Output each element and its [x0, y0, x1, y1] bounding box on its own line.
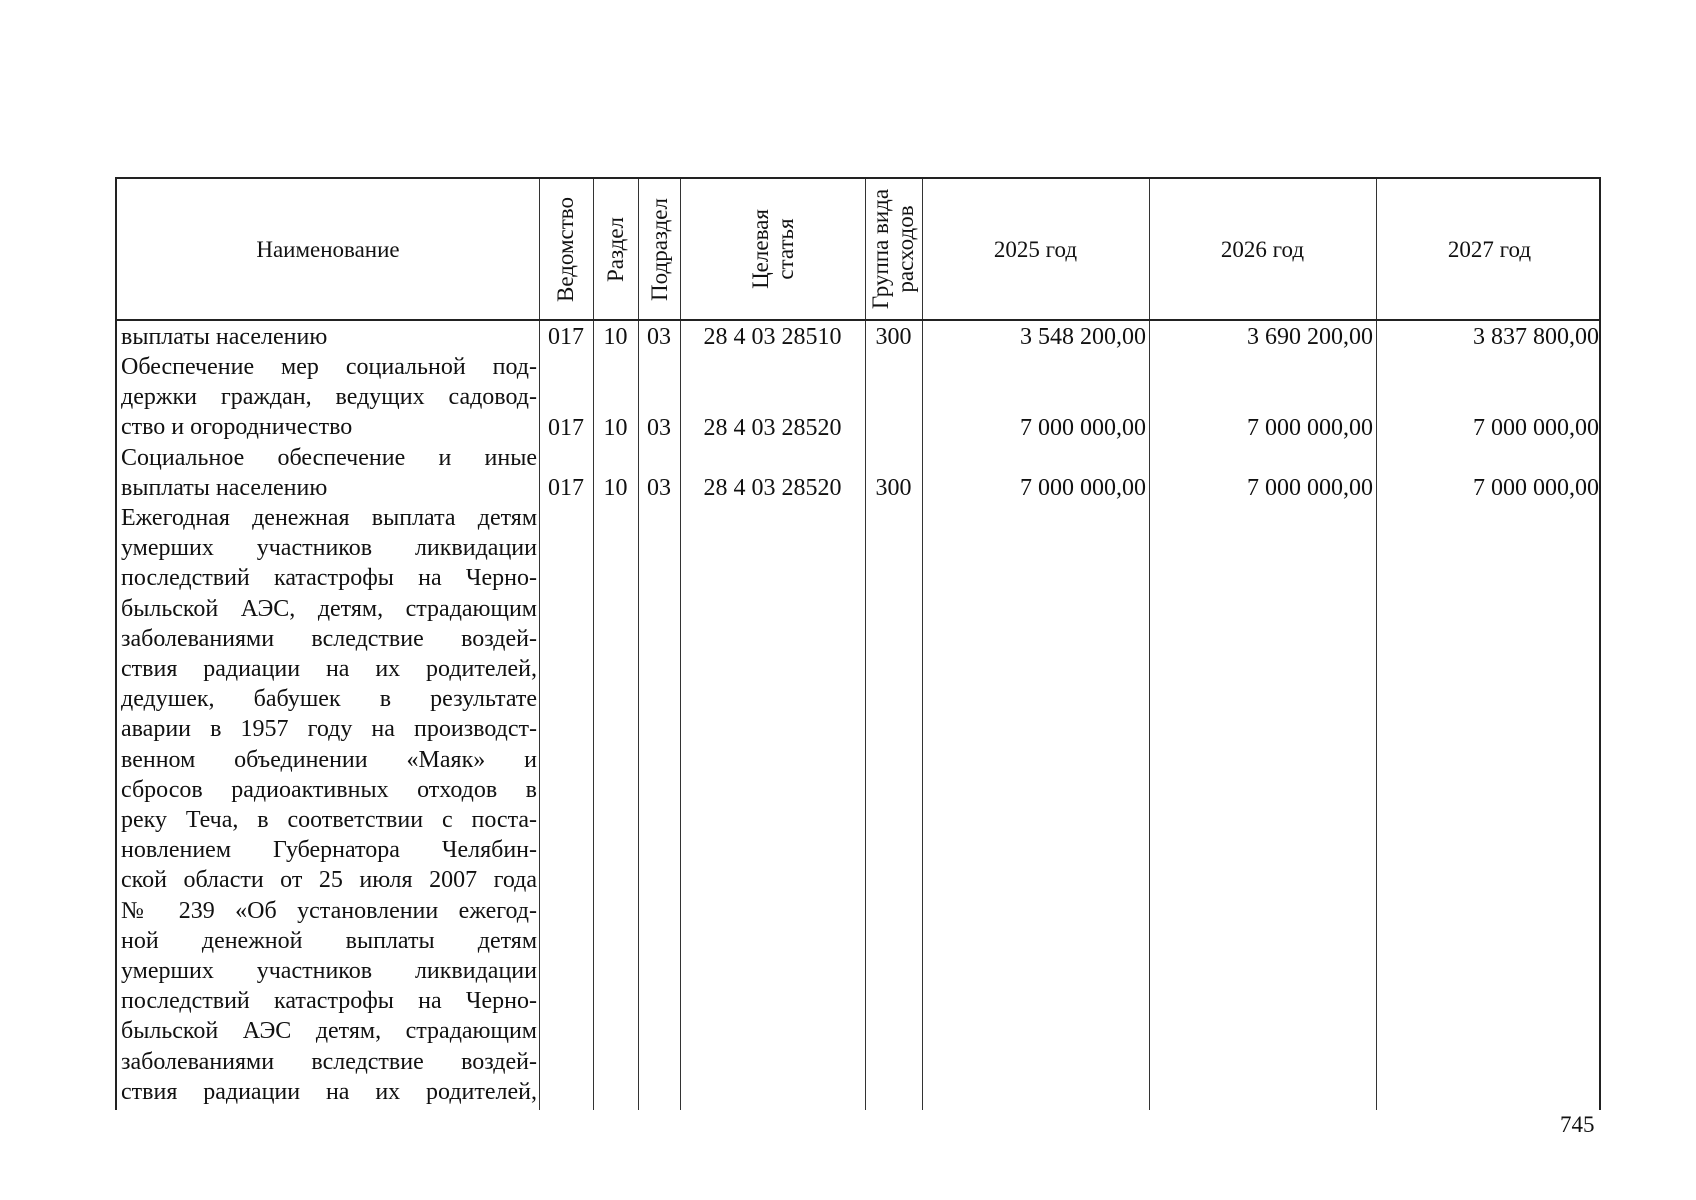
- header-year-2025: [922, 179, 1149, 319]
- row-name-line: ствия радиации на их родителей,: [121, 656, 537, 683]
- cell-target: 28 4 03 28520: [703, 475, 842, 501]
- cell-target: 28 4 03 28510: [703, 324, 842, 350]
- row-name-line: держки граждан, ведущих садовод-: [121, 384, 537, 411]
- cell-subsection: 03: [647, 475, 671, 501]
- row-name-line: последствий катастрофы на Черно-: [121, 565, 537, 592]
- cell-2025: 3 548 200,00: [1020, 324, 1146, 350]
- header-target-item-label: [747, 209, 797, 289]
- row-name-line: последствий катастрофы на Черно-: [121, 988, 537, 1015]
- header-department: [539, 179, 593, 319]
- cell-2026: 3 690 200,00: [1247, 324, 1373, 350]
- table-row-name: [121, 352, 537, 443]
- cell-2027: 3 837 800,00: [1473, 324, 1599, 350]
- row-name-line: Обеспечение мер социальной под-: [121, 354, 537, 380]
- header-group-line2: расходов: [893, 205, 919, 293]
- header-target-line1: Целевая: [747, 209, 773, 289]
- header-expense-group-label: [869, 189, 919, 309]
- cell-section: 10: [603, 475, 628, 501]
- cell-2027: 7 000 000,00: [1473, 475, 1599, 501]
- cell-2027: 7 000 000,00: [1473, 415, 1599, 441]
- row-name-line: реку Теча, в соответствии с поста-: [121, 807, 537, 834]
- row-name-line: выплаты населению: [121, 475, 328, 502]
- cell-section: 10: [603, 324, 628, 350]
- header-group-line1: Группа вида: [868, 188, 894, 310]
- cell-2026: 7 000 000,00: [1247, 415, 1373, 441]
- header-year-2026: [1149, 179, 1376, 319]
- row-name-line: умерших участников ликвидации: [121, 535, 537, 562]
- header-name-label: Наименование: [256, 236, 400, 262]
- row-name-line: венном объединении «Маяк» и: [121, 746, 537, 773]
- row-name-line: ской области от 25 июля 2007 года: [121, 867, 537, 894]
- row-name-line: ной денежной выплаты детям: [121, 927, 537, 954]
- row-name-line: № 239 «Об установлении ежегод-: [121, 897, 537, 924]
- row-name-line: заболеваниями вследствие воздей-: [121, 1048, 537, 1075]
- cell-department: 017: [548, 475, 584, 501]
- page-number: 745: [1560, 1112, 1595, 1137]
- cell-2026: 7 000 000,00: [1247, 475, 1373, 501]
- cell-subsection: 03: [647, 324, 671, 350]
- cell-2025: 7 000 000,00: [1020, 415, 1146, 441]
- cell-subsection: 03: [647, 415, 671, 441]
- row-name-line: ство и огородничество: [121, 414, 353, 441]
- row-name-line: сбросов радиоактивных отходов в: [121, 776, 537, 803]
- header-year2-label: 2026 год: [1220, 236, 1305, 262]
- row-name-line: новлением Губернатора Челябин-: [121, 837, 537, 864]
- header-year1-label: 2025 год: [993, 236, 1078, 262]
- cell-department: 017: [548, 415, 584, 441]
- header-section-label: Раздел: [603, 216, 628, 282]
- header-subsection-label: Подраздел: [646, 197, 672, 301]
- row-name-line: умерших участников ликвидации: [121, 958, 537, 985]
- row-name-line: Ежегодная денежная выплата детям: [121, 505, 537, 531]
- cell-section: 10: [603, 415, 628, 441]
- header-name: [117, 179, 539, 319]
- row-name-line: Социальное обеспечение и иные: [121, 445, 537, 471]
- table-header: [117, 177, 1599, 321]
- header-target-item: [680, 179, 865, 319]
- table-row-name: [121, 322, 537, 352]
- header-expense-group: [865, 179, 922, 319]
- header-year3-label: 2027 год: [1447, 236, 1532, 262]
- header-target-line2: статья: [772, 218, 798, 280]
- budget-table: [115, 177, 1601, 1110]
- row-name-line: быльской АЭС детям, страдающим: [121, 1018, 537, 1045]
- cell-department: 017: [548, 324, 584, 350]
- table-row-name: [121, 443, 537, 503]
- cell-target: 28 4 03 28520: [703, 415, 842, 441]
- row-name-line: быльской АЭС, детям, страдающим: [121, 595, 537, 622]
- cell-group: 300: [875, 475, 912, 501]
- row-name-line: ствия радиации на их родителей,: [121, 1078, 537, 1105]
- row-name-line: выплаты населению: [121, 324, 328, 350]
- row-name-line: заболеваниями вследствие воздей-: [121, 625, 537, 652]
- header-year-2027: [1376, 179, 1603, 319]
- cell-2025: 7 000 000,00: [1020, 475, 1146, 501]
- row-name-line: аварии в 1957 году на производст-: [121, 716, 537, 743]
- table-row-name: [121, 503, 537, 1107]
- header-department-label: Ведомство: [553, 196, 579, 302]
- header-subsection: [638, 179, 680, 319]
- cell-group: 300: [875, 324, 912, 350]
- header-section: [593, 179, 638, 319]
- row-name-line: дедушек, бабушек в результате: [121, 686, 537, 713]
